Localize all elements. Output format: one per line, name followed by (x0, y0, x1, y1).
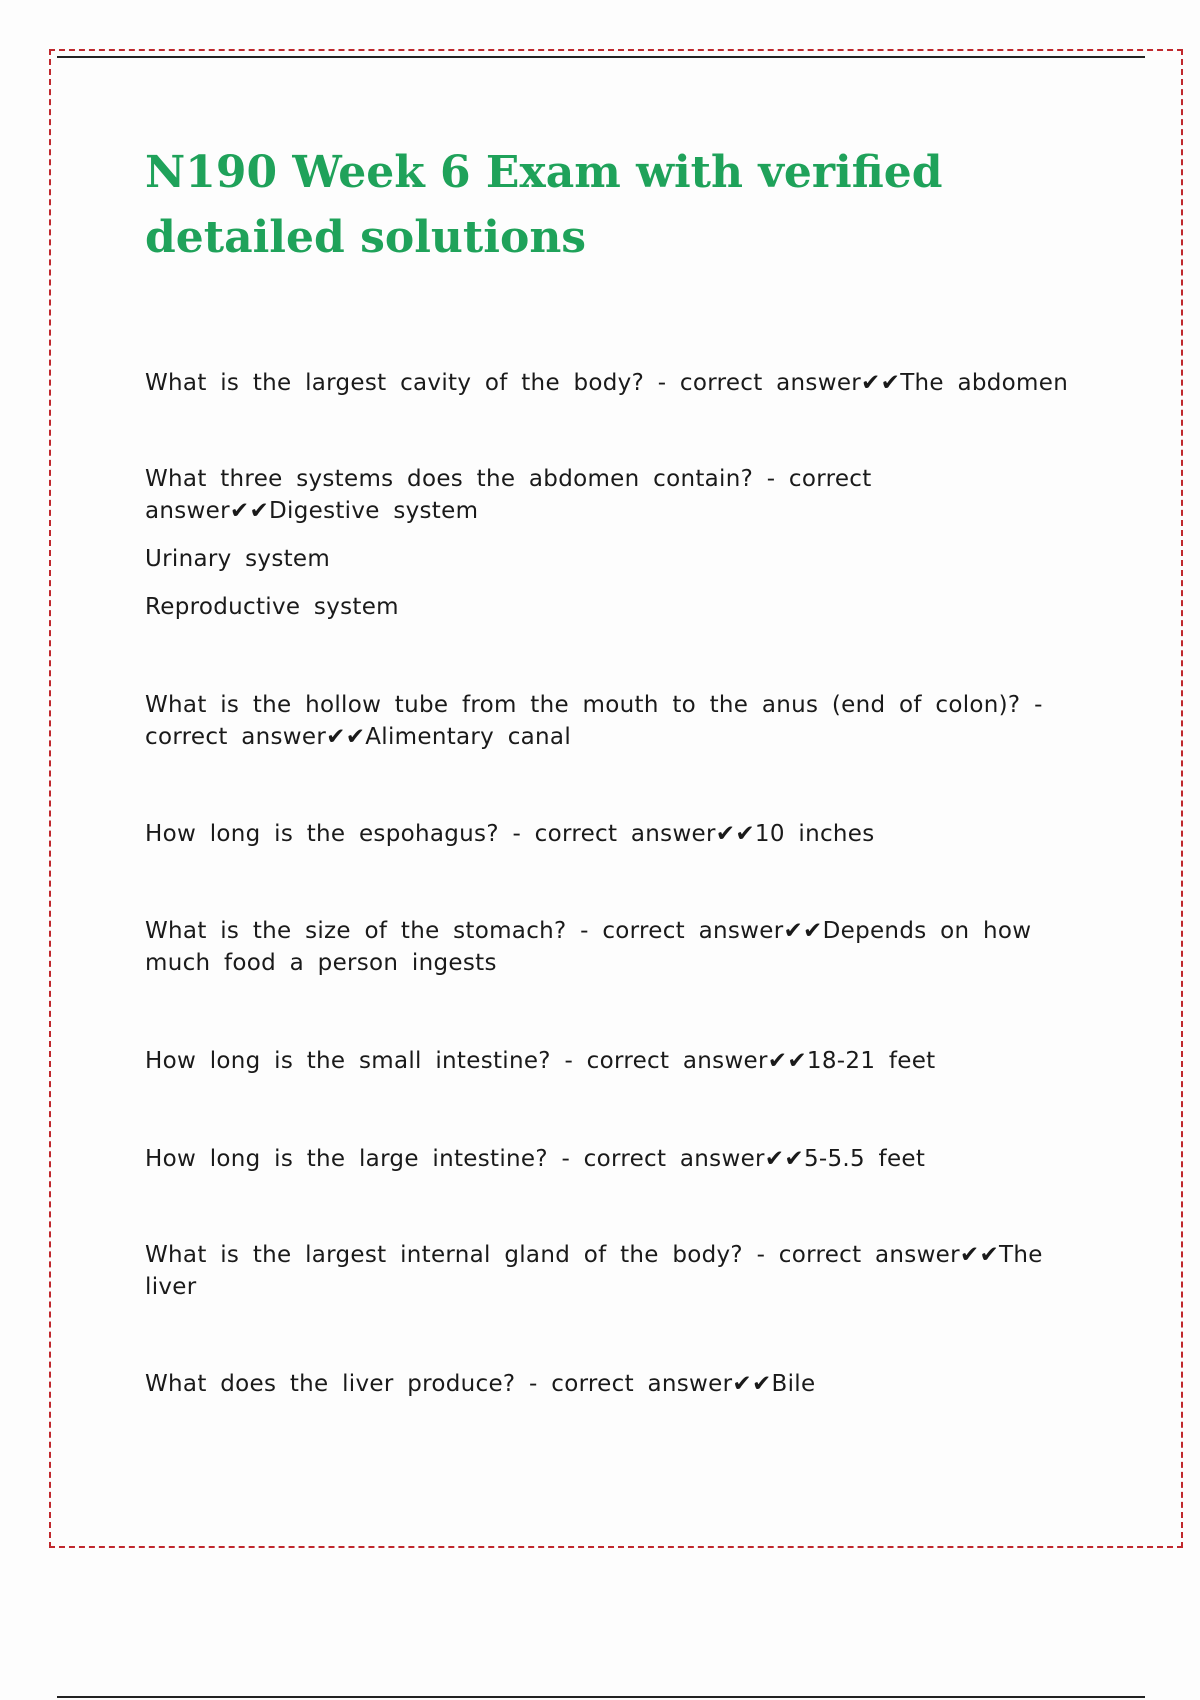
answer-separator: - correct answer✔✔ (145, 466, 872, 524)
answer-text: The liver (145, 1242, 1043, 1300)
answer-text: 18-21 feet (806, 1048, 936, 1074)
qa-item-3 (145, 689, 1070, 753)
question-text: How long is the large intestine? (145, 1146, 548, 1172)
answer-separator: - correct answer✔✔ (145, 692, 1043, 750)
answer-separator: - correct answer✔✔ (550, 1048, 807, 1074)
answer-text: Digestive system (269, 498, 479, 524)
question-text: What three systems does the abdomen contain? (145, 466, 754, 492)
qa-line (145, 1239, 1070, 1303)
bottom-divider (57, 1696, 1145, 1698)
answer-separator: - correct answer✔✔ (515, 1371, 772, 1397)
qa-line (145, 367, 1070, 399)
question-text: What is the largest internal gland of the body? (145, 1242, 743, 1268)
qa-item-4 (145, 818, 1070, 850)
answer-text: Alimentary canal (365, 724, 572, 750)
answer-separator: - correct answer✔✔ (644, 370, 901, 396)
qa-line (145, 689, 1070, 753)
qa-item-9 (145, 1368, 1070, 1400)
qa-item-1 (145, 367, 1070, 399)
answer-text: Depends on how much food a person ingests (145, 918, 1032, 976)
qa-item-5 (145, 915, 1070, 979)
question-text: How long is the small intestine? (145, 1048, 551, 1074)
qa-item-7 (145, 1143, 1070, 1175)
qa-line (145, 1143, 1070, 1175)
top-divider (57, 56, 1145, 58)
question-text: How long is the espohagus? (145, 821, 499, 847)
answer-separator: - correct answer✔✔ (498, 821, 755, 847)
answer-line: Reproductive system (145, 594, 399, 620)
answer-line: Urinary system (145, 546, 331, 572)
answer-text: 5-5.5 feet (803, 1146, 926, 1172)
qa-line (145, 1368, 1070, 1400)
qa-line (145, 463, 1070, 527)
question-text: What is the hollow tube from the mouth to the anus (end of colon)? (145, 692, 1021, 718)
answer-text: 10 inches (754, 821, 875, 847)
qa-line (145, 915, 1070, 979)
answer-separator: - correct answer✔✔ (547, 1146, 804, 1172)
answer-separator: - correct answer✔✔ (566, 918, 823, 944)
qa-line (145, 818, 1070, 850)
question-text: What does the liver produce? (145, 1371, 516, 1397)
question-text: What is the largest cavity of the body? (145, 370, 645, 396)
qa-item-2 (145, 463, 1070, 623)
document-title: N190 Week 6 Exam with verified detailed solutions (145, 147, 943, 263)
answer-separator: - correct answer✔✔ (742, 1242, 1000, 1268)
qa-list (145, 367, 1070, 1400)
answer-text: The abdomen (900, 370, 1069, 396)
qa-line (145, 1045, 1070, 1077)
qa-item-6 (145, 1045, 1070, 1077)
answer-text: Bile (771, 1371, 816, 1397)
question-text: What is the size of the stomach? (145, 918, 567, 944)
qa-item-8 (145, 1239, 1070, 1303)
